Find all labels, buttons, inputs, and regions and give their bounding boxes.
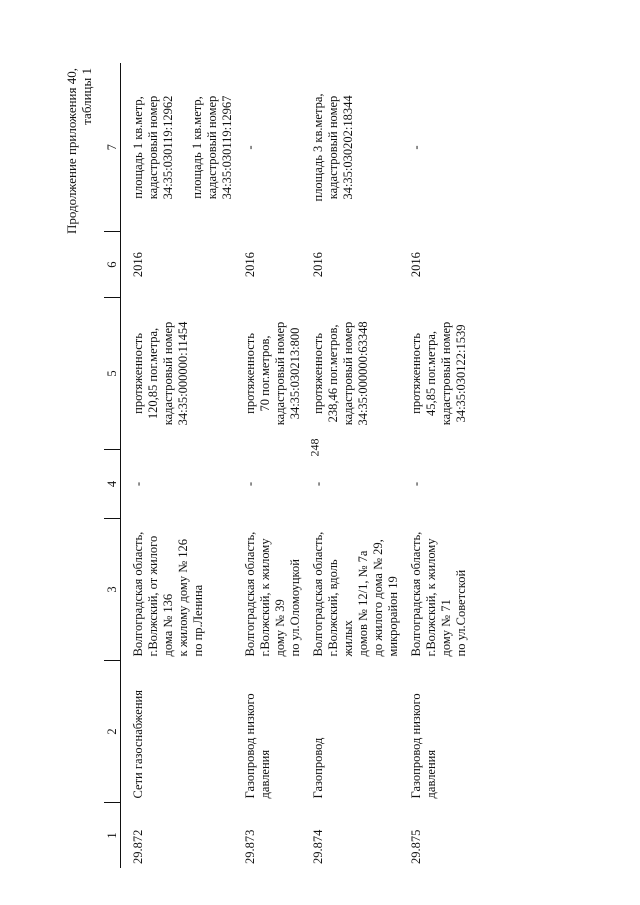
text-line: 34:35:030202:18344 xyxy=(341,95,355,200)
table-row xyxy=(243,63,311,868)
note-block xyxy=(131,67,176,228)
text-line: микрорайон 19 xyxy=(386,576,400,657)
column-4-value: - xyxy=(131,481,145,487)
table-row xyxy=(409,63,477,868)
text-line: давления xyxy=(258,749,272,799)
note-block xyxy=(190,67,235,228)
object-year: 2016 xyxy=(131,252,145,278)
row-number: 29.875 xyxy=(409,829,423,864)
text-line: к жилому дому № 126 xyxy=(176,538,190,657)
text-line: 238,46 пог.метров, xyxy=(326,324,340,423)
text-line: 34:35:030119:12962 xyxy=(161,95,175,200)
text-line: 34:35:000000:11454 xyxy=(176,321,190,426)
header-cell: 4 xyxy=(104,450,121,519)
object-notes xyxy=(311,63,409,232)
object-year: 2016 xyxy=(243,252,257,278)
text-line: Газопровод xyxy=(311,737,325,799)
table-row xyxy=(121,63,244,868)
text-line: г.Волжский, к жилому xyxy=(258,538,272,657)
text-line: давления xyxy=(424,749,438,799)
object-name xyxy=(121,661,244,803)
text-line: протяженность xyxy=(243,333,257,414)
object-notes xyxy=(121,63,244,232)
text-line: Газопровод низкого xyxy=(243,693,257,799)
text-line: Волгоградская область, xyxy=(243,531,257,657)
object-name xyxy=(311,661,409,803)
text-line: г.Волжский, вдоль жилых xyxy=(326,559,355,657)
text-line: Сети газоснабжения xyxy=(131,690,145,799)
text-line: протяженность xyxy=(409,333,423,414)
row-number: 29.872 xyxy=(131,829,145,864)
text-line: кадастровый номер xyxy=(273,321,287,426)
header-cell: 5 xyxy=(104,297,121,449)
text-line: до жилого дома № 29, xyxy=(371,539,385,657)
column-4-value: - xyxy=(311,481,325,487)
text-line: кадастровый номер xyxy=(341,321,355,426)
object-length xyxy=(243,297,311,449)
text-line: по ул.Советской xyxy=(454,569,468,657)
object-address xyxy=(311,519,409,661)
header-cell: 6 xyxy=(104,232,121,297)
table-row xyxy=(311,63,409,868)
text-line: 34:35:030122:1539 xyxy=(454,324,468,423)
text-line: - xyxy=(409,145,423,150)
note-block xyxy=(243,67,258,228)
text-line: кадастровый номер xyxy=(161,321,175,426)
text-line: 70 пог.метров, xyxy=(258,335,272,412)
text-line: 34:35:000000:63348 xyxy=(356,321,370,426)
row-number: 29.874 xyxy=(311,829,325,864)
header-row xyxy=(104,63,121,868)
text-line: дому № 71 xyxy=(439,599,453,657)
text-line: Газопровод низкого xyxy=(409,693,423,799)
text-line: кадастровый номер xyxy=(326,95,340,200)
object-address xyxy=(243,519,311,661)
caption-line-2: таблицы 1 xyxy=(79,68,94,125)
text-line: по ул.Оломоуцкой xyxy=(288,559,302,657)
rotated-page-content xyxy=(66,63,586,868)
object-length xyxy=(311,297,409,449)
text-line: дому № 39 xyxy=(273,599,287,657)
text-line: площадь 1 кв.метр, xyxy=(190,96,204,199)
text-line: площадь 3 кв.метра, xyxy=(311,93,325,202)
text-line: домов № 12/1, № 7а xyxy=(356,550,370,657)
text-line: Волгоградская область, xyxy=(311,531,325,657)
text-line: кадастровый номер xyxy=(205,95,219,200)
text-line: - xyxy=(243,145,257,150)
text-line: протяженность xyxy=(311,333,325,414)
note-block xyxy=(409,67,424,228)
text-line: кадастровый номер xyxy=(146,95,160,200)
text-line: Волгоградская область, xyxy=(131,531,145,657)
header-cell: 3 xyxy=(104,519,121,661)
object-name xyxy=(243,661,311,803)
caption-line-1: Продолжение приложения 40, xyxy=(64,68,79,235)
text-line: кадастровый номер xyxy=(439,321,453,426)
page-number: 248 xyxy=(307,438,322,457)
text-line: 34:35:030213:800 xyxy=(288,327,302,420)
text-line: протяженность xyxy=(131,333,145,414)
header-cell: 2 xyxy=(104,661,121,803)
object-length xyxy=(409,297,477,449)
object-notes xyxy=(243,63,311,232)
object-length xyxy=(121,297,244,449)
object-address xyxy=(121,519,244,661)
object-address xyxy=(409,519,477,661)
text-line: 45,85 пог.метра, xyxy=(424,330,438,416)
text-line: Волгоградская область, xyxy=(409,531,423,657)
object-notes xyxy=(409,63,477,232)
column-4-value: - xyxy=(243,481,257,487)
text-line: по пр.Ленина xyxy=(191,584,205,657)
data-table xyxy=(104,63,477,868)
table-caption xyxy=(64,68,94,328)
note-block xyxy=(311,67,356,228)
object-name xyxy=(409,661,477,803)
text-line: дома № 136 xyxy=(161,593,175,657)
header-cell: 1 xyxy=(104,802,121,868)
row-number: 29.873 xyxy=(243,829,257,864)
text-line: 34:35:030119:12967 xyxy=(220,95,234,200)
text-line: площадь 1 кв.метр, xyxy=(131,96,145,199)
text-line: 120,85 пог.метра, xyxy=(146,327,160,420)
text-line: г.Волжский, к жилому xyxy=(424,538,438,657)
object-year: 2016 xyxy=(409,252,423,278)
text-line: г.Волжский, от жилого xyxy=(146,535,160,657)
header-cell: 7 xyxy=(104,63,121,232)
object-year: 2016 xyxy=(311,252,325,278)
column-4-value: - xyxy=(409,481,423,487)
